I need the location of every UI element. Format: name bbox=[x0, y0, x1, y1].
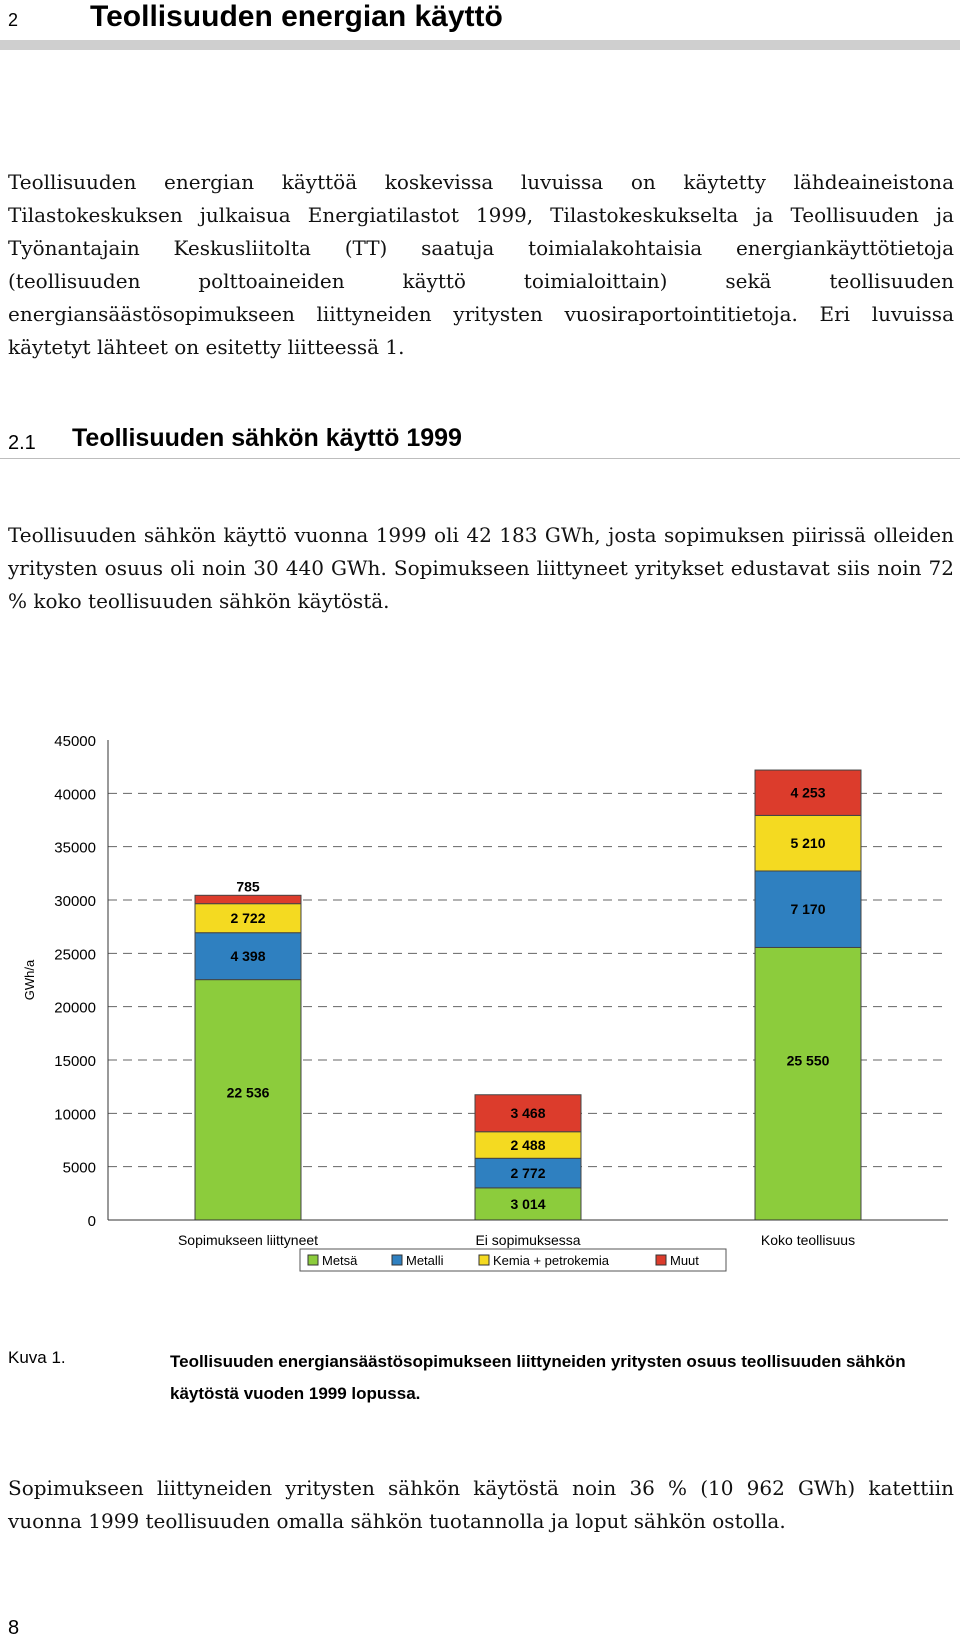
figure-caption-text: Teollisuuden energiansäästösopimukseen liittyneiden yritysten osuus teollisuuden sähkön käytöstä vuoden 1999 lopussa. bbox=[170, 1352, 906, 1403]
y-tick-label: 45000 bbox=[54, 733, 96, 750]
data-label: 4 398 bbox=[230, 948, 266, 965]
legend-swatch bbox=[308, 1255, 318, 1265]
stacked-bar-chart bbox=[0, 720, 960, 1310]
chapter-number: 2 bbox=[8, 10, 19, 30]
closing-paragraph: Sopimukseen liittyneiden yritysten sähkön käytöstä noin 36 % (10 962 GWh) katettiin vuonna 1999 teollisuuden omalla sähkön tuotannolla ja loput sähkön ostolla. bbox=[8, 1476, 954, 1533]
data-label: 22 536 bbox=[226, 1084, 270, 1101]
section-number: 2.1 bbox=[8, 432, 36, 454]
x-category-label: Sopimukseen liittyneet bbox=[177, 1232, 319, 1248]
bar-segment bbox=[195, 895, 301, 903]
x-category-label: Ei sopimuksessa bbox=[475, 1232, 581, 1248]
y-tick-label: 40000 bbox=[54, 786, 96, 804]
bar-segment bbox=[755, 947, 861, 1220]
y-tick-label: 5000 bbox=[62, 1159, 96, 1177]
data-label: 2 772 bbox=[510, 1165, 546, 1182]
y-tick-label: 20000 bbox=[54, 999, 96, 1017]
data-label: 25 550 bbox=[786, 1052, 830, 1069]
section-paragraph: Teollisuuden sähkön käyttö vuonna 1999 oli 42 183 GWh, josta sopimuksen piirissä olleiden yritysten osuus oli noin 30 440 GWh. Sopimukseen liittyneet yritykset edustavat siis noin 72 % koko teollisuuden sähkön käytöstä. bbox=[8, 523, 954, 613]
data-label: 7 170 bbox=[790, 901, 826, 918]
page-number: 8 bbox=[8, 1617, 20, 1639]
y-tick-label: 10000 bbox=[54, 1106, 96, 1124]
legend-label: Metalli bbox=[406, 1253, 444, 1268]
y-tick-label: 35000 bbox=[54, 839, 96, 857]
chapter-title: Teollisuuden energian käyttö bbox=[90, 0, 503, 33]
data-label: 2 722 bbox=[230, 910, 266, 927]
data-label: 3 014 bbox=[510, 1195, 546, 1212]
data-label: 5 210 bbox=[790, 835, 826, 852]
y-axis-label: GWh/a bbox=[22, 959, 37, 1001]
section-rule bbox=[0, 458, 960, 459]
data-label: 2 488 bbox=[510, 1137, 546, 1154]
legend-label: Muut bbox=[670, 1253, 699, 1268]
y-tick-label: 0 bbox=[87, 1213, 96, 1230]
legend-label: Kemia + petrokemia bbox=[493, 1253, 609, 1268]
legend-swatch bbox=[656, 1255, 666, 1265]
legend-swatch bbox=[479, 1255, 489, 1265]
intro-paragraph: Teollisuuden energian käyttöä koskevissa luvuissa on käytetty lähdeaineistona Tilastokeskuksen julkaisua Energiatilastot 1999, Tilastokeskukselta ja Teollisuuden ja Työnantajain Keskusliitolta (TT) saatuja toimialakohtaisia energiankäyttötietoja (teollisuuden polttoaineiden käyttö toimialoittain) sekä teollisuuden energiansäästösopimukseen liittyneiden yritysten vuosiraportointitietoja. Eri luvuissa käytetyt lähteet on esitetty liitteessä 1. bbox=[8, 170, 954, 359]
y-tick-label: 25000 bbox=[54, 946, 96, 964]
legend-label: Metsä bbox=[322, 1253, 358, 1268]
data-label: 785 bbox=[236, 878, 260, 895]
chapter-rule bbox=[0, 40, 960, 50]
section-title: Teollisuuden sähkön käyttö 1999 bbox=[72, 424, 462, 452]
y-tick-label: 30000 bbox=[54, 893, 96, 910]
figure-caption-label: Kuva 1. bbox=[8, 1348, 66, 1367]
x-category-label: Koko teollisuus bbox=[760, 1232, 856, 1248]
legend-swatch bbox=[392, 1255, 402, 1265]
data-label: 3 468 bbox=[510, 1105, 546, 1122]
y-tick-label: 15000 bbox=[54, 1053, 96, 1070]
data-label: 4 253 bbox=[790, 784, 826, 801]
